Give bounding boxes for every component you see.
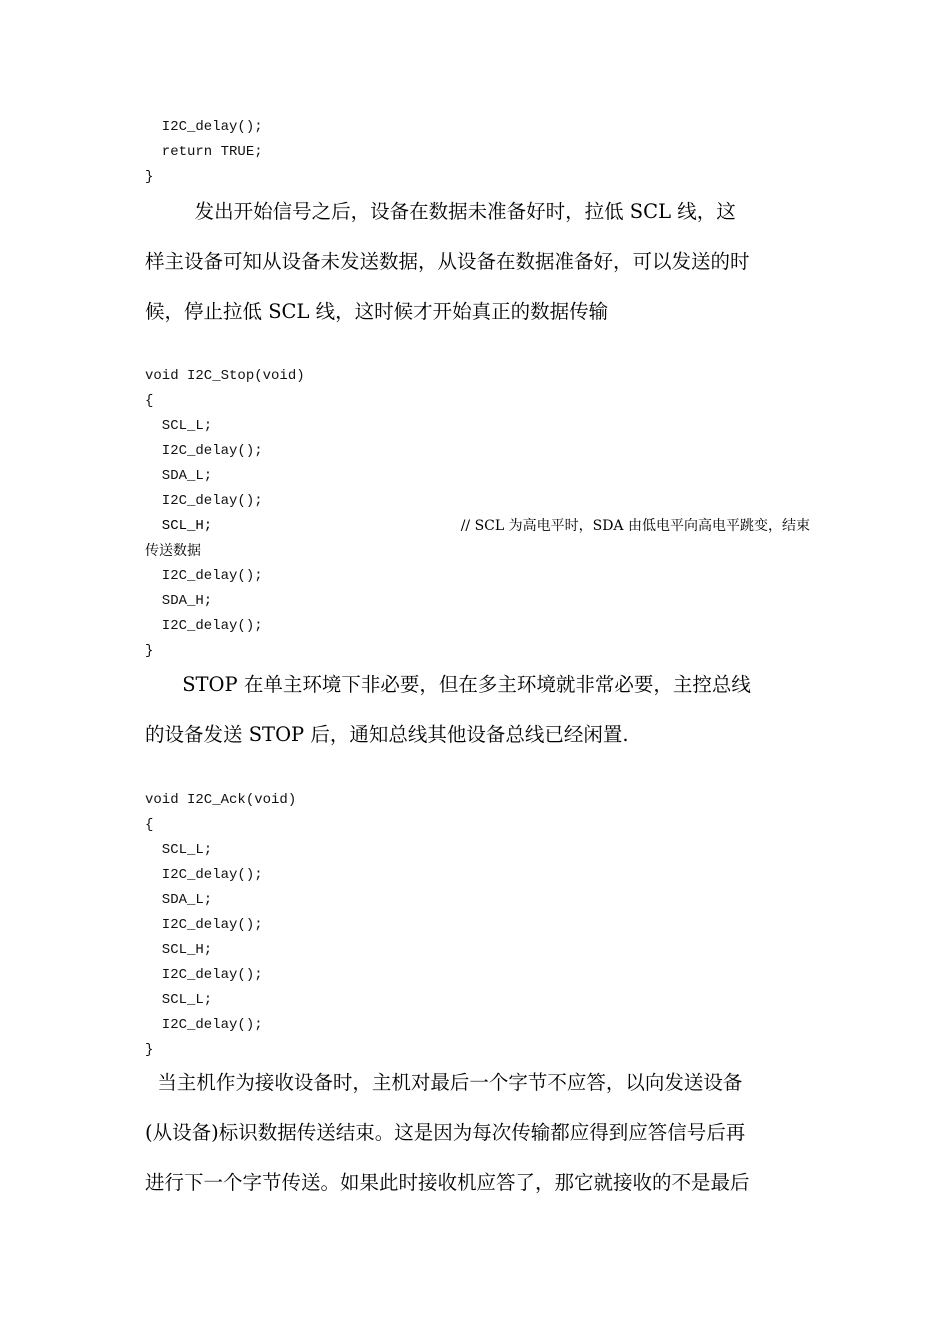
paragraph-line: STOP 在单主环境下非必要，但在多主环境就非常必要，主控总线: [145, 673, 751, 696]
code-comment-continuation: 传送数据: [145, 543, 201, 559]
code-line: void I2C_Ack(void): [145, 792, 297, 808]
code-line-with-comment: [145, 514, 810, 539]
paragraph-line: 发出开始信号之后，设备在数据未准备好时，拉低 SCL 线，这: [145, 200, 736, 223]
code-line: SDA_L;: [145, 892, 213, 908]
paragraph-line: (从设备)标识数据传送结束。这是因为每次传输都应得到应答信号后再: [145, 1121, 746, 1144]
code-line: I2C_delay();: [145, 443, 263, 459]
code-line: I2C_delay();: [145, 493, 263, 509]
paragraph-stop-signal: [145, 660, 810, 760]
paragraph-start-signal: [145, 187, 810, 337]
code-line: {: [145, 817, 154, 833]
code-line: I2C_delay();: [145, 618, 263, 634]
code-line: I2C_delay();: [145, 967, 263, 983]
paragraph-line: 当主机作为接收设备时，主机对最后一个字节不应答，以向发送设备: [145, 1071, 743, 1094]
code-line: SCL_L;: [145, 992, 213, 1008]
code-block-i2c-stop-tail: [145, 564, 263, 664]
code-line: SCL_H;: [145, 942, 213, 958]
code-line: return TRUE;: [145, 144, 263, 160]
code-line: SCL_L;: [145, 842, 213, 858]
code-line: }: [145, 643, 154, 659]
code-block-i2c-ack: [145, 788, 296, 1063]
paragraph-line: 候，停止拉低 SCL 线，这时候才开始真正的数据传输: [145, 300, 609, 323]
code-line: SCL_L;: [145, 418, 213, 434]
code-block-i2c-stop-head: [145, 364, 305, 514]
paragraph-line: 样主设备可知从设备未发送数据，从设备在数据准备好，可以发送的时: [145, 250, 750, 273]
code-line: SDA_L;: [145, 468, 213, 484]
code-line: SDA_H;: [145, 593, 213, 609]
paragraph-line: 进行下一个字节传送。如果此时接收机应答了，那它就接收的不是最后: [145, 1171, 750, 1194]
code-line: I2C_delay();: [145, 568, 263, 584]
code-block-start-continuation: [145, 115, 263, 190]
code-line: I2C_delay();: [145, 1017, 263, 1033]
code-line: I2C_delay();: [145, 917, 263, 933]
paragraph-line: 的设备发送 STOP 后，通知总线其他设备总线已经闲置.: [145, 723, 629, 746]
code-line: void I2C_Stop(void): [145, 368, 305, 384]
code-line: {: [145, 393, 154, 409]
code-statement: SCL_H;: [145, 518, 213, 534]
code-line: I2C_delay();: [145, 119, 263, 135]
code-comment: // SCL 为高电平时，SDA 由低电平向高电平跳变，结束: [460, 518, 810, 534]
paragraph-receiver-ack: [145, 1058, 810, 1208]
code-line: I2C_delay();: [145, 867, 263, 883]
code-line: }: [145, 1042, 154, 1058]
code-line: }: [145, 169, 154, 185]
